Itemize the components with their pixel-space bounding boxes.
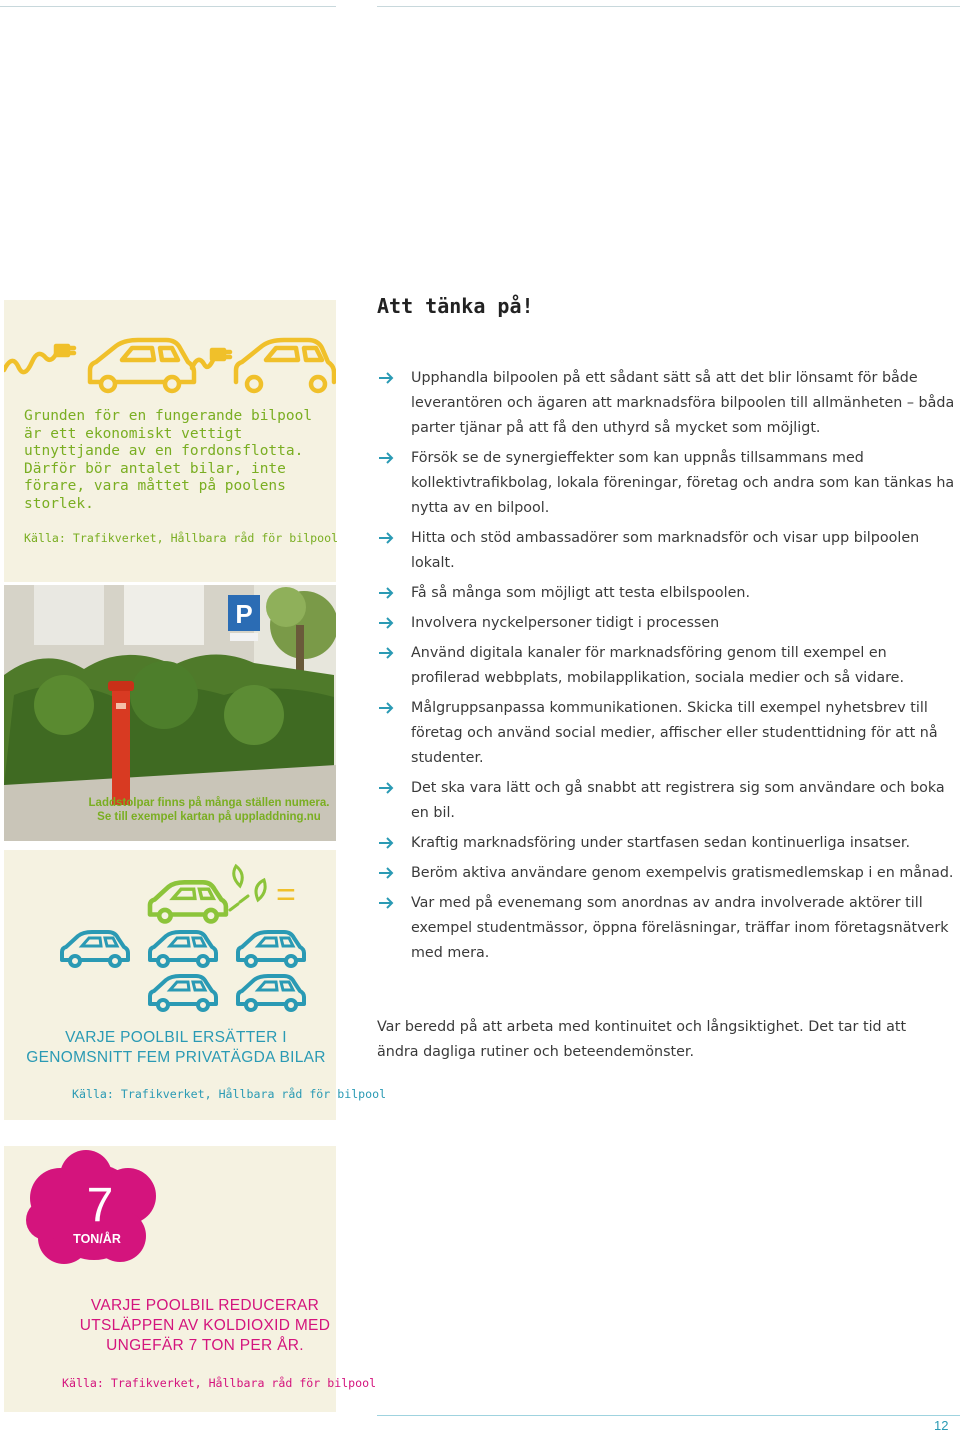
arrow-right-icon (378, 532, 394, 544)
arrow-right-icon (378, 897, 394, 909)
tip-item (378, 861, 958, 886)
co2-statement: VARJE POOLBIL REDUCERAR UTSLÄPPEN AV KOLDIOXID MED UNGEFÄR 7 TON PER ÅR. (79, 1297, 331, 1354)
tip-text: Det ska vara lätt och gå snabbt att registrera sig som användare och boka en bil. (411, 780, 945, 821)
tip-item (378, 446, 958, 521)
co2-source: Källa: Trafikverket, Hållbara råd för bilpool (62, 1376, 377, 1390)
equals-sign: = (276, 876, 296, 914)
arrow-right-icon (378, 452, 394, 464)
co2-unit: TON/ÅR (73, 1232, 121, 1246)
tip-text: Kraftig marknadsföring under startfasen sedan kontinuerliga insatser. (411, 835, 911, 851)
tip-item (378, 831, 958, 856)
tips-list (378, 366, 958, 971)
tip-text: Målgruppsanpassa kommunikationen. Skicka till exempel nyhetsbrev till företag och använd social medier, affischer eller studenttidning för att nå studenter. (411, 700, 938, 766)
arrow-right-icon (378, 702, 394, 714)
replacement-statement: VARJE POOLBIL ERSÄTTER I GENOMSNITT FEM PRIVATÄGDA BILAR (26, 1029, 326, 1066)
car-icon (150, 976, 216, 1010)
photo-caption-line2: Se till exempel kartan på uppladdning.nu (97, 811, 321, 823)
bottom-rule (377, 1415, 960, 1416)
tip-item (378, 611, 958, 636)
tip-text: Var med på evenemang som anordnas av andra involverade aktörer till exempel studentmässor, öppna föreläsningar, träffar inom företagsnätverk med mera. (411, 895, 949, 961)
arrow-right-icon (378, 647, 394, 659)
car-icon (62, 932, 128, 966)
electric-car-icon (150, 882, 226, 921)
arrow-right-icon (378, 867, 394, 879)
tip-text: Försök se de synergieffekter som kan uppnås tillsammans med kollektivtrafikbolag, lokala föreningar, företag och andra som kan tänkas ha nytta av en bilpool. (411, 450, 955, 516)
replacement-source: Källa: Trafikverket, Hållbara råd för bilpool (72, 1087, 387, 1101)
top-rule-right (377, 6, 960, 7)
car-replacement-illustration (4, 860, 336, 1020)
bilpool-quote: Grunden för en fungerande bilpool är ett ekonomiskt vettigt utnyttjande av en fordonsflotta. Därför bör antalet bilar, inte förare, vara måttet på poolens storlek. (24, 408, 313, 512)
car-icon (150, 932, 216, 966)
tip-item (378, 696, 958, 771)
tip-text: Använd digitala kanaler för marknadsföring genom till exempel en profilerad webbplats, mobilapplikation, sociala medier och så vidare. (411, 645, 905, 686)
arrow-right-icon (378, 372, 394, 384)
tip-text: Få så många som möjligt att testa elbilspoolen. (411, 585, 751, 601)
tip-text: Hitta och stöd ambassadörer som marknadsför och visar upp bilpoolen lokalt. (411, 530, 920, 571)
car-icon (238, 932, 304, 966)
closing-paragraph: Var beredd på att arbeta med kontinuitet och långsiktighet. Det tar tid att ändra dagliga rutiner och beteendemönster. (377, 1019, 907, 1060)
car-icon (238, 976, 304, 1010)
quote-source: Källa: Trafikverket, Hållbara råd för bilpool (24, 531, 339, 545)
electric-cars-illustration (4, 328, 336, 418)
arrow-right-icon (378, 617, 394, 629)
tip-item (378, 526, 958, 576)
tip-text: Beröm aktiva användare genom exempelvis gratismedlemskap i en månad. (411, 865, 954, 881)
tip-item (378, 776, 958, 826)
tip-text: Upphandla bilpoolen på ett sådant sätt så att det blir lönsamt för både leverantören och ägaren att marknadsföra bilpoolen till allmänheten – båda parter tjänar på att få den uthyrd så mycket som möjligt. (411, 370, 955, 436)
tip-item (378, 891, 958, 966)
photo-caption (84, 796, 334, 824)
tip-item (378, 366, 958, 441)
arrow-right-icon (378, 782, 394, 794)
tip-text: Involvera nyckelpersoner tidigt i processen (411, 615, 720, 631)
photo-caption-line1: Laddstolpar finns på många ställen numera. (88, 797, 330, 809)
tip-item (378, 581, 958, 606)
page-number: 12 (934, 1418, 949, 1433)
parking-sign-letter: P (235, 599, 253, 629)
co2-number: 7 (86, 1179, 114, 1232)
top-rule-left (0, 6, 336, 7)
tip-item (378, 641, 958, 691)
page-heading: Att tänka på! (377, 294, 534, 318)
arrow-right-icon (378, 587, 394, 599)
arrow-right-icon (378, 837, 394, 849)
